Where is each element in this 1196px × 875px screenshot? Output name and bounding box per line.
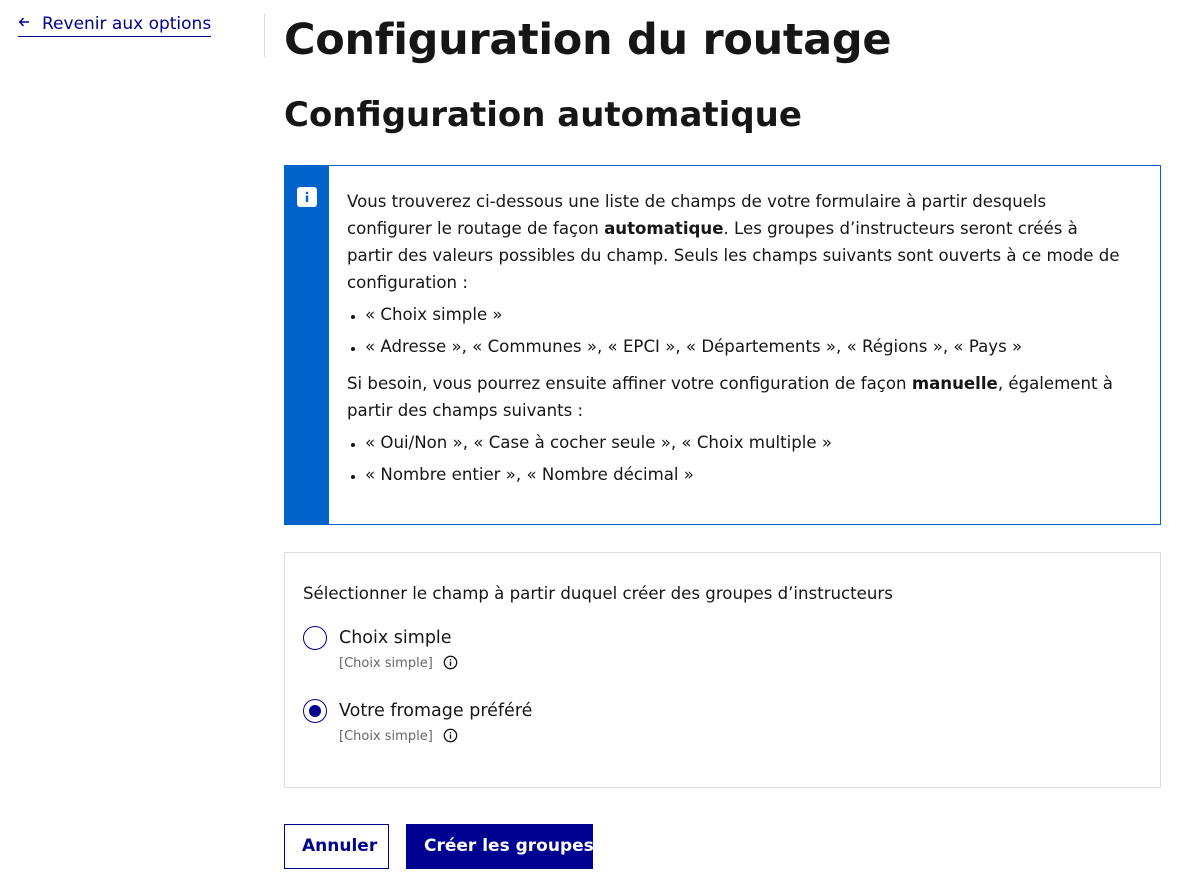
notice-manual-emphasis: manuelle (911, 374, 998, 393)
section-title: Configuration automatique (284, 95, 802, 135)
list-item: • « Nombre entier », « Nombre décimal » (365, 461, 1124, 488)
auto-field-list (347, 301, 1124, 360)
notice-manual-text: Si besoin, vous pourrez ensuite affiner votre configuration de façon (347, 374, 912, 393)
radio-hint (339, 728, 458, 746)
list-item: • « Choix simple » (365, 301, 1124, 328)
radio-fromage-prefere[interactable] (303, 699, 327, 723)
info-circle-icon[interactable] (443, 728, 458, 743)
field-selection-fieldset (284, 552, 1161, 788)
notice-intro (347, 188, 1124, 296)
back-link-label: Revenir aux options (42, 14, 212, 34)
notice-body (329, 166, 1160, 524)
radio-hint-text: [Choix simple] (339, 729, 433, 744)
notice-intro-text: Vous trouverez ci-dessous une liste de champs de votre formulaire à partir desquels configurer le routage de façon (347, 192, 1047, 238)
notice-manual-text-end: , également à partir des champs suivants : (347, 374, 1113, 420)
info-notice (284, 165, 1161, 525)
info-icon (297, 187, 317, 207)
back-to-options-link[interactable] (18, 13, 211, 37)
fieldset-legend: Sélectionner le champ à partir duquel créer des groupes d’instructeurs (303, 584, 893, 603)
create-groups-button[interactable]: Créer les groupes (406, 824, 593, 869)
notice-manual (347, 370, 1124, 424)
page-title: Configuration du routage (284, 15, 892, 65)
list-item: • « Oui/Non », « Case à cocher seule », « Choix multiple » (365, 429, 1124, 456)
sidebar-divider (264, 13, 265, 57)
notice-bar (285, 166, 329, 524)
notice-intro-emphasis: automatique (604, 219, 724, 238)
arrow-left-icon (18, 16, 30, 28)
radio-hint (339, 655, 458, 673)
radio-choix-simple[interactable] (303, 626, 327, 650)
notice-intro-text-end: . Les groupes d’instructeurs seront créés à partir des valeurs possibles du champ. Seuls les champs suivants sont ouverts à ce mode de configuration : (347, 219, 1120, 292)
radio-label-choix-simple[interactable]: Choix simple (339, 628, 452, 648)
list-item: • « Adresse », « Communes », « EPCI », « Départements », « Régions », « Pays » (365, 333, 1124, 360)
cancel-button[interactable]: Annuler (284, 824, 389, 869)
radio-label-fromage-prefere[interactable]: Votre fromage préféré (339, 701, 533, 721)
radio-hint-text: [Choix simple] (339, 656, 433, 671)
manual-field-list (347, 429, 1124, 488)
info-circle-icon[interactable] (443, 655, 458, 670)
